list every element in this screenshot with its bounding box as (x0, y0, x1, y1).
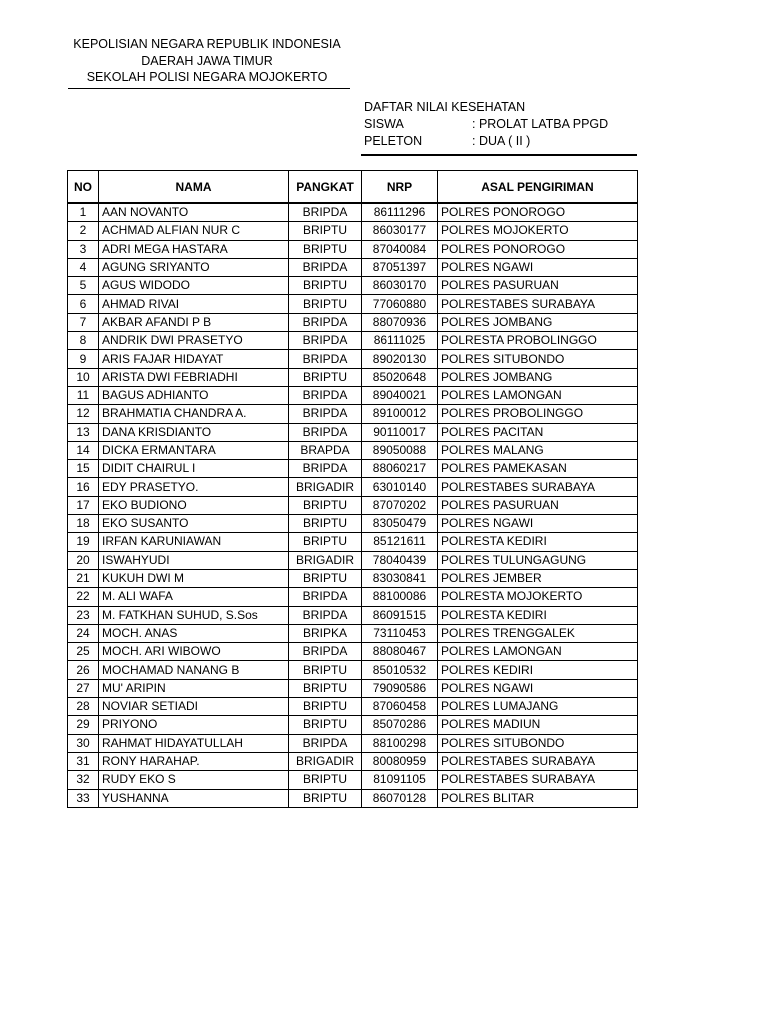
cell-pangkat: BRIPDA (289, 350, 362, 368)
cell-nama: ISWAHYUDI (99, 551, 289, 569)
cell-asal-pengiriman: POLRES PROBOLINGGO (438, 405, 638, 423)
table-row (68, 441, 638, 459)
table-row (68, 698, 638, 716)
cell-no: 28 (68, 698, 99, 716)
table-header-row (68, 171, 638, 204)
cell-nama: BRAHMATIA CHANDRA A. (99, 405, 289, 423)
table-row (68, 752, 638, 770)
cell-nrp: 89040021 (362, 386, 438, 404)
cell-asal-pengiriman: POLRESTA PROBOLINGGO (438, 332, 638, 350)
cell-asal-pengiriman: POLRES SITUBONDO (438, 350, 638, 368)
cell-nrp: 87070202 (362, 496, 438, 514)
table-row (68, 496, 638, 514)
cell-pangkat: BRIPTU (289, 368, 362, 386)
cell-pangkat: BRIPTU (289, 277, 362, 295)
document-info (364, 99, 636, 150)
cell-nama: RUDY EKO S (99, 771, 289, 789)
cell-nrp: 89100012 (362, 405, 438, 423)
cell-asal-pengiriman: POLRES JOMBANG (438, 368, 638, 386)
table-row (68, 643, 638, 661)
cell-asal-pengiriman: POLRESTABES SURABAYA (438, 771, 638, 789)
table-row (68, 588, 638, 606)
table-row (68, 460, 638, 478)
cell-asal-pengiriman: POLRES LAMONGAN (438, 643, 638, 661)
cell-nrp: 73110453 (362, 624, 438, 642)
cell-nrp: 88080467 (362, 643, 438, 661)
cell-pangkat: BRIPTU (289, 533, 362, 551)
header-nrp: NRP (362, 171, 438, 204)
cell-nama: EDY PRASETYO. (99, 478, 289, 496)
cell-pangkat: BRIPDA (289, 258, 362, 276)
cell-pangkat: BRIPDA (289, 643, 362, 661)
cell-asal-pengiriman: POLRES JOMBANG (438, 313, 638, 331)
cell-nama: RAHMAT HIDAYATULLAH (99, 734, 289, 752)
cell-asal-pengiriman: POLRES LUMAJANG (438, 698, 638, 716)
cell-no: 10 (68, 368, 99, 386)
cell-asal-pengiriman: POLRES PONOROGO (438, 203, 638, 222)
cell-nrp: 86091515 (362, 606, 438, 624)
cell-no: 9 (68, 350, 99, 368)
siswa-label: SISWA (364, 117, 404, 131)
cell-pangkat: BRIPKA (289, 624, 362, 642)
table-row (68, 386, 638, 404)
cell-no: 7 (68, 313, 99, 331)
cell-nama: M. FATKHAN SUHUD, S.Sos (99, 606, 289, 624)
table-row (68, 240, 638, 258)
cell-nama: KUKUH DWI M (99, 569, 289, 587)
table-row (68, 569, 638, 587)
cell-no: 11 (68, 386, 99, 404)
header-asal-pengiriman: ASAL PENGIRIMAN (438, 171, 638, 204)
cell-no: 21 (68, 569, 99, 587)
cell-nama: ANDRIK DWI PRASETYO (99, 332, 289, 350)
cell-pangkat: BRIPDA (289, 332, 362, 350)
cell-pangkat: BRIPTU (289, 569, 362, 587)
letterhead-divider (68, 88, 350, 89)
table-row (68, 515, 638, 533)
cell-nama: AKBAR AFANDI P B (99, 313, 289, 331)
table-row (68, 423, 638, 441)
cell-nama: IRFAN KARUNIAWAN (99, 533, 289, 551)
cell-pangkat: BRIPDA (289, 203, 362, 222)
cell-nama: MU' ARIPIN (99, 679, 289, 697)
cell-asal-pengiriman: POLRES NGAWI (438, 515, 638, 533)
cell-nama: ARIS FAJAR HIDAYAT (99, 350, 289, 368)
cell-no: 12 (68, 405, 99, 423)
cell-no: 13 (68, 423, 99, 441)
cell-nama: AHMAD RIVAI (99, 295, 289, 313)
cell-pangkat: BRIPDA (289, 405, 362, 423)
cell-pangkat: BRIGADIR (289, 752, 362, 770)
cell-nama: ACHMAD ALFIAN NUR C (99, 222, 289, 240)
cell-pangkat: BRIPTU (289, 771, 362, 789)
cell-nrp: 89020130 (362, 350, 438, 368)
cell-no: 17 (68, 496, 99, 514)
cell-nama: DICKA ERMANTARA (99, 441, 289, 459)
cell-nrp: 88070936 (362, 313, 438, 331)
cell-asal-pengiriman: POLRES MOJOKERTO (438, 222, 638, 240)
cell-no: 30 (68, 734, 99, 752)
table-row (68, 203, 638, 222)
cell-nama: EKO BUDIONO (99, 496, 289, 514)
cell-nama: AAN NOVANTO (99, 203, 289, 222)
cell-no: 6 (68, 295, 99, 313)
table-row (68, 405, 638, 423)
peleton-row (364, 133, 636, 150)
info-divider (361, 154, 637, 156)
table-row (68, 478, 638, 496)
peleton-label: PELETON (364, 134, 423, 148)
cell-nrp: 85070286 (362, 716, 438, 734)
cell-pangkat: BRIPTU (289, 295, 362, 313)
cell-nama: BAGUS ADHIANTO (99, 386, 289, 404)
cell-no: 19 (68, 533, 99, 551)
cell-pangkat: BRIPTU (289, 222, 362, 240)
cell-asal-pengiriman: POLRES NGAWI (438, 258, 638, 276)
student-roster-table (67, 170, 638, 808)
cell-pangkat: BRIPDA (289, 423, 362, 441)
table-body (68, 203, 638, 807)
cell-nrp: 88060217 (362, 460, 438, 478)
cell-no: 8 (68, 332, 99, 350)
cell-asal-pengiriman: POLRESTABES SURABAYA (438, 752, 638, 770)
cell-asal-pengiriman: POLRES BLITAR (438, 789, 638, 807)
cell-nama: DANA KRISDIANTO (99, 423, 289, 441)
cell-nrp: 86111296 (362, 203, 438, 222)
table-row (68, 277, 638, 295)
peleton-value: : DUA ( II ) (472, 134, 531, 148)
cell-nama: DIDIT CHAIRUL I (99, 460, 289, 478)
cell-no: 33 (68, 789, 99, 807)
cell-nrp: 78040439 (362, 551, 438, 569)
cell-asal-pengiriman: POLRESTA KEDIRI (438, 533, 638, 551)
cell-nrp: 89050088 (362, 441, 438, 459)
letterhead (66, 36, 348, 86)
cell-nrp: 86111025 (362, 332, 438, 350)
cell-asal-pengiriman: POLRES MADIUN (438, 716, 638, 734)
table-row (68, 222, 638, 240)
cell-nrp: 86070128 (362, 789, 438, 807)
cell-asal-pengiriman: POLRES MALANG (438, 441, 638, 459)
cell-nama: RONY HARAHAP. (99, 752, 289, 770)
cell-no: 18 (68, 515, 99, 533)
cell-nrp: 83050479 (362, 515, 438, 533)
cell-nama: ARISTA DWI FEBRIADHI (99, 368, 289, 386)
cell-pangkat: BRIPDA (289, 588, 362, 606)
cell-pangkat: BRIPTU (289, 789, 362, 807)
cell-asal-pengiriman: POLRESTA KEDIRI (438, 606, 638, 624)
cell-nrp: 80080959 (362, 752, 438, 770)
cell-no: 2 (68, 222, 99, 240)
document-title-row (364, 99, 636, 116)
cell-no: 24 (68, 624, 99, 642)
cell-nrp: 83030841 (362, 569, 438, 587)
table-row (68, 313, 638, 331)
cell-no: 26 (68, 661, 99, 679)
cell-pangkat: BRIGADIR (289, 478, 362, 496)
cell-pangkat: BRIPDA (289, 734, 362, 752)
cell-no: 32 (68, 771, 99, 789)
cell-asal-pengiriman: POLRES JEMBER (438, 569, 638, 587)
cell-no: 3 (68, 240, 99, 258)
cell-nrp: 87051397 (362, 258, 438, 276)
cell-nrp: 87060458 (362, 698, 438, 716)
header-no: NO (68, 171, 99, 204)
document-title: DAFTAR NILAI KESEHATAN (364, 100, 526, 114)
cell-no: 25 (68, 643, 99, 661)
school-name: SEKOLAH POLISI NEGARA MOJOKERTO (86, 70, 328, 84)
cell-no: 4 (68, 258, 99, 276)
siswa-value: : PROLAT LATBA PPGD (472, 117, 609, 131)
cell-nama: EKO SUSANTO (99, 515, 289, 533)
table-row (68, 716, 638, 734)
cell-nrp: 85121611 (362, 533, 438, 551)
cell-pangkat: BRIPTU (289, 661, 362, 679)
cell-pangkat: BRIPDA (289, 313, 362, 331)
cell-pangkat: BRIPTU (289, 515, 362, 533)
table-row (68, 679, 638, 697)
cell-pangkat: BRIPTU (289, 698, 362, 716)
cell-asal-pengiriman: POLRES PASURUAN (438, 496, 638, 514)
cell-pangkat: BRIGADIR (289, 551, 362, 569)
siswa-row (364, 116, 636, 133)
cell-asal-pengiriman: POLRES TRENGGALEK (438, 624, 638, 642)
cell-asal-pengiriman: POLRES PONOROGO (438, 240, 638, 258)
cell-nrp: 85020648 (362, 368, 438, 386)
cell-pangkat: BRIPTU (289, 716, 362, 734)
table-row (68, 332, 638, 350)
cell-nrp: 86030177 (362, 222, 438, 240)
cell-nrp: 79090586 (362, 679, 438, 697)
table-row (68, 606, 638, 624)
table-row (68, 533, 638, 551)
cell-no: 31 (68, 752, 99, 770)
cell-asal-pengiriman: POLRES PAMEKASAN (438, 460, 638, 478)
cell-pangkat: BRIPTU (289, 240, 362, 258)
table-row (68, 295, 638, 313)
cell-asal-pengiriman: POLRESTA MOJOKERTO (438, 588, 638, 606)
cell-pangkat: BRIPDA (289, 386, 362, 404)
cell-asal-pengiriman: POLRES TULUNGAGUNG (438, 551, 638, 569)
cell-nrp: 85010532 (362, 661, 438, 679)
institution-name: KEPOLISIAN NEGARA REPUBLIK INDONESIA (73, 37, 341, 51)
cell-asal-pengiriman: POLRES PACITAN (438, 423, 638, 441)
cell-nama: ADRI MEGA HASTARA (99, 240, 289, 258)
table-row (68, 551, 638, 569)
region-name: DAERAH JAWA TIMUR (141, 53, 273, 68)
cell-asal-pengiriman: POLRES SITUBONDO (438, 734, 638, 752)
cell-nrp: 77060880 (362, 295, 438, 313)
cell-no: 22 (68, 588, 99, 606)
table-row (68, 734, 638, 752)
cell-no: 27 (68, 679, 99, 697)
cell-no: 1 (68, 203, 99, 222)
cell-nama: YUSHANNA (99, 789, 289, 807)
cell-nama: MOCH. ARI WIBOWO (99, 643, 289, 661)
cell-nama: MOCH. ANAS (99, 624, 289, 642)
cell-nama: PRIYONO (99, 716, 289, 734)
header-nama: NAMA (99, 171, 289, 204)
cell-nama: AGUNG SRIYANTO (99, 258, 289, 276)
cell-no: 23 (68, 606, 99, 624)
header-pangkat: PANGKAT (289, 171, 362, 204)
cell-pangkat: BRIPTU (289, 496, 362, 514)
table-row (68, 350, 638, 368)
cell-pangkat: BRIPDA (289, 460, 362, 478)
cell-asal-pengiriman: POLRESTABES SURABAYA (438, 295, 638, 313)
cell-asal-pengiriman: POLRES NGAWI (438, 679, 638, 697)
cell-no: 16 (68, 478, 99, 496)
table-row (68, 661, 638, 679)
cell-nrp: 81091105 (362, 771, 438, 789)
table-row (68, 368, 638, 386)
cell-asal-pengiriman: POLRES KEDIRI (438, 661, 638, 679)
cell-no: 15 (68, 460, 99, 478)
cell-no: 14 (68, 441, 99, 459)
cell-pangkat: BRAPDA (289, 441, 362, 459)
cell-no: 29 (68, 716, 99, 734)
cell-nama: AGUS WIDODO (99, 277, 289, 295)
cell-pangkat: BRIPTU (289, 679, 362, 697)
table-row (68, 771, 638, 789)
cell-no: 5 (68, 277, 99, 295)
cell-nrp: 63010140 (362, 478, 438, 496)
cell-nama: M. ALI WAFA (99, 588, 289, 606)
table-row (68, 258, 638, 276)
cell-pangkat: BRIPDA (289, 606, 362, 624)
cell-nrp: 88100086 (362, 588, 438, 606)
cell-nama: MOCHAMAD NANANG B (99, 661, 289, 679)
cell-no: 20 (68, 551, 99, 569)
table-row (68, 789, 638, 807)
cell-nrp: 86030170 (362, 277, 438, 295)
cell-nrp: 88100298 (362, 734, 438, 752)
cell-asal-pengiriman: POLRES PASURUAN (438, 277, 638, 295)
cell-asal-pengiriman: POLRESTABES SURABAYA (438, 478, 638, 496)
cell-asal-pengiriman: POLRES LAMONGAN (438, 386, 638, 404)
table-row (68, 624, 638, 642)
cell-nama: NOVIAR SETIADI (99, 698, 289, 716)
cell-nrp: 87040084 (362, 240, 438, 258)
cell-nrp: 90110017 (362, 423, 438, 441)
